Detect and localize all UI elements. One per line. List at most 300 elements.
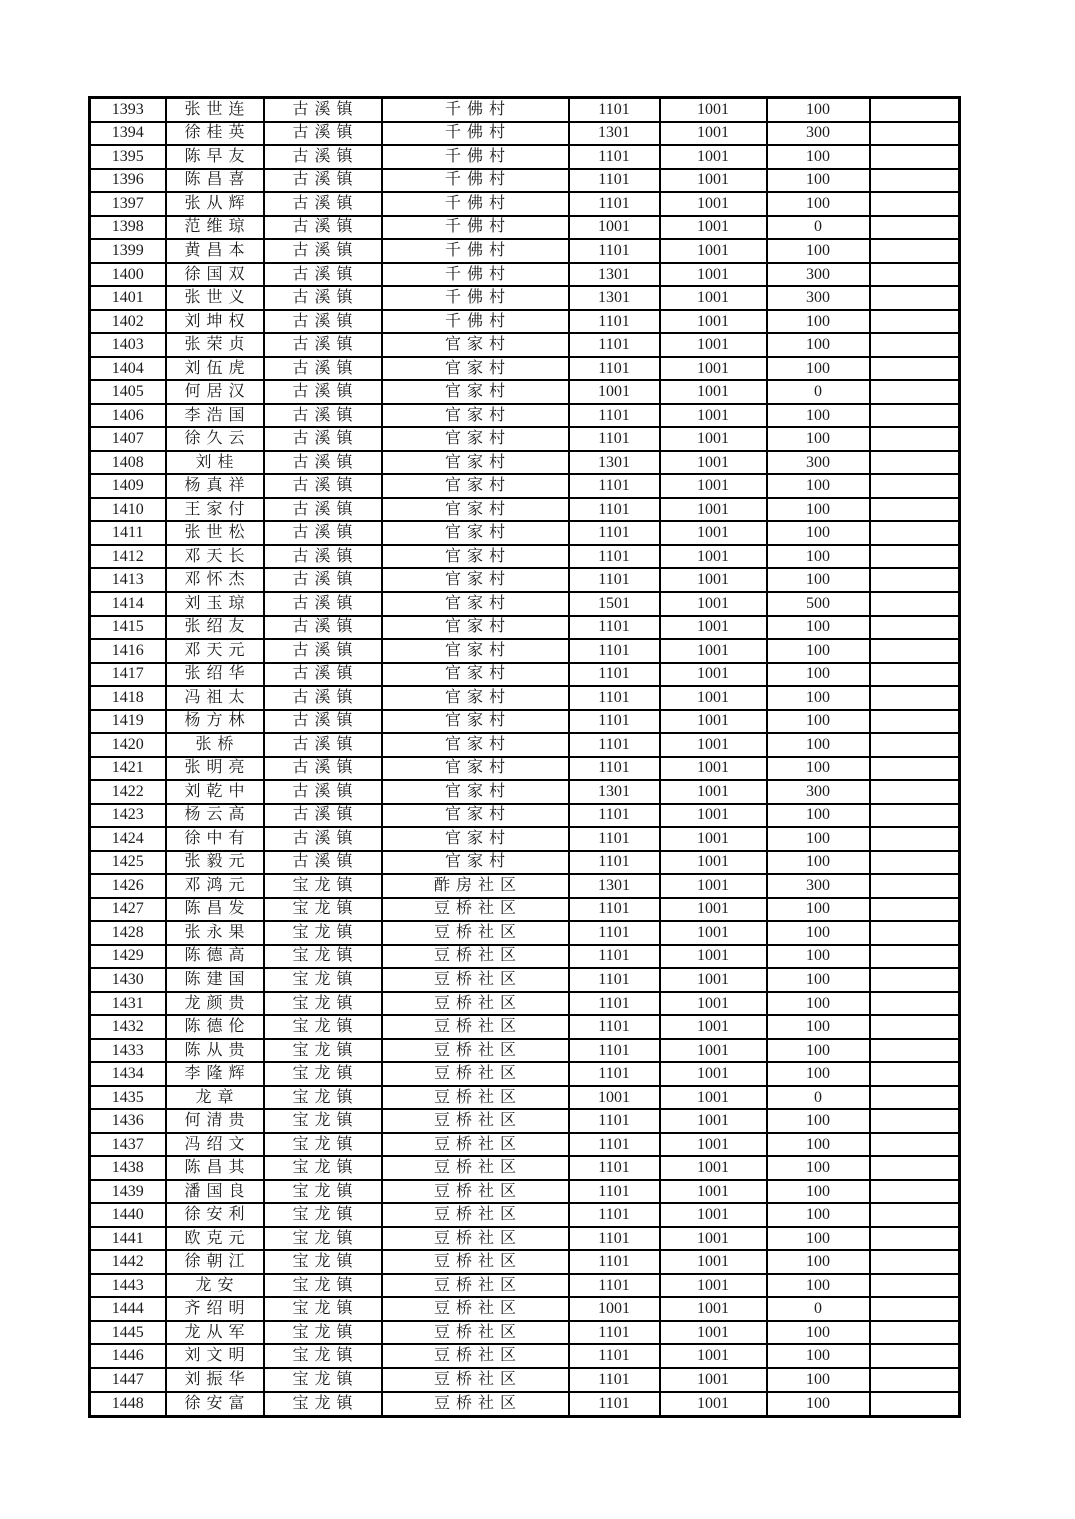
cell-serial-number: 1423 [90,804,166,828]
cell-village: 豆桥社区 [382,1086,569,1110]
table-row [90,686,960,710]
cell-standard-code: 1101 [569,568,660,592]
cell-amount: 100 [767,1133,870,1157]
cell-person-name: 李浩国 [166,404,264,428]
cell-serial-number: 1434 [90,1062,166,1086]
cell-empty-note [870,851,960,875]
cell-town: 古溪镇 [264,733,382,757]
cell-serial-number: 1394 [90,122,166,146]
cell-amount: 300 [767,874,870,898]
cell-base-code: 1001 [660,286,767,310]
cell-serial-number: 1402 [90,310,166,334]
cell-village: 豆桥社区 [382,1368,569,1392]
roster-table [88,96,961,1418]
cell-person-name: 邓鸿元 [166,874,264,898]
cell-empty-note [870,427,960,451]
table-row [90,122,960,146]
cell-town: 宝龙镇 [264,1156,382,1180]
cell-amount: 100 [767,757,870,781]
cell-serial-number: 1418 [90,686,166,710]
cell-town: 古溪镇 [264,286,382,310]
cell-empty-note [870,498,960,522]
cell-amount: 100 [767,733,870,757]
cell-amount: 100 [767,1156,870,1180]
cell-village: 豆桥社区 [382,1250,569,1274]
cell-village: 千佛村 [382,310,569,334]
cell-town: 宝龙镇 [264,1015,382,1039]
cell-amount: 0 [767,1297,870,1321]
table-row [90,1109,960,1133]
cell-village: 官家村 [382,380,569,404]
cell-town: 古溪镇 [264,663,382,687]
cell-base-code: 1001 [660,568,767,592]
cell-empty-note [870,145,960,169]
cell-empty-note [870,1015,960,1039]
cell-empty-note [870,968,960,992]
cell-standard-code: 1101 [569,169,660,193]
cell-town: 宝龙镇 [264,1133,382,1157]
cell-serial-number: 1393 [90,98,166,122]
cell-standard-code: 1101 [569,1344,660,1368]
cell-town: 古溪镇 [264,333,382,357]
cell-standard-code: 1101 [569,1062,660,1086]
cell-standard-code: 1101 [569,945,660,969]
cell-village: 酢房社区 [382,874,569,898]
cell-standard-code: 1101 [569,474,660,498]
cell-village: 豆桥社区 [382,1156,569,1180]
cell-village: 官家村 [382,521,569,545]
cell-village: 豆桥社区 [382,1297,569,1321]
cell-town: 宝龙镇 [264,1039,382,1063]
cell-serial-number: 1439 [90,1180,166,1204]
cell-person-name: 刘伍虎 [166,357,264,381]
cell-town: 宝龙镇 [264,1086,382,1110]
cell-base-code: 1001 [660,380,767,404]
table-row [90,357,960,381]
cell-person-name: 齐绍明 [166,1297,264,1321]
cell-village: 豆桥社区 [382,1344,569,1368]
cell-empty-note [870,521,960,545]
cell-serial-number: 1413 [90,568,166,592]
cell-serial-number: 1442 [90,1250,166,1274]
cell-village: 豆桥社区 [382,1203,569,1227]
cell-serial-number: 1420 [90,733,166,757]
cell-empty-note [870,1156,960,1180]
table-row [90,427,960,451]
cell-base-code: 1001 [660,1227,767,1251]
cell-amount: 500 [767,592,870,616]
table-row [90,451,960,475]
cell-standard-code: 1101 [569,521,660,545]
table-row [90,286,960,310]
cell-base-code: 1001 [660,169,767,193]
cell-town: 宝龙镇 [264,968,382,992]
cell-base-code: 1001 [660,1250,767,1274]
cell-person-name: 何清贵 [166,1109,264,1133]
cell-standard-code: 1301 [569,122,660,146]
cell-standard-code: 1101 [569,616,660,640]
cell-person-name: 徐久云 [166,427,264,451]
cell-village: 千佛村 [382,263,569,287]
cell-base-code: 1001 [660,1086,767,1110]
cell-person-name: 张桥 [166,733,264,757]
cell-person-name: 欧克元 [166,1227,264,1251]
cell-base-code: 1001 [660,1133,767,1157]
cell-village: 官家村 [382,474,569,498]
cell-serial-number: 1419 [90,710,166,734]
cell-village: 官家村 [382,616,569,640]
cell-empty-note [870,827,960,851]
cell-person-name: 黄昌本 [166,239,264,263]
cell-person-name: 张世松 [166,521,264,545]
cell-base-code: 1001 [660,804,767,828]
cell-standard-code: 1101 [569,1392,660,1417]
cell-village: 豆桥社区 [382,1180,569,1204]
cell-town: 古溪镇 [264,545,382,569]
cell-person-name: 陈早友 [166,145,264,169]
table-row [90,1062,960,1086]
cell-serial-number: 1448 [90,1392,166,1417]
cell-village: 豆桥社区 [382,898,569,922]
cell-town: 古溪镇 [264,804,382,828]
cell-base-code: 1001 [660,333,767,357]
cell-standard-code: 1101 [569,663,660,687]
cell-amount: 100 [767,663,870,687]
table-row [90,827,960,851]
cell-empty-note [870,263,960,287]
cell-standard-code: 1101 [569,1039,660,1063]
cell-base-code: 1001 [660,521,767,545]
cell-serial-number: 1403 [90,333,166,357]
cell-standard-code: 1101 [569,827,660,851]
cell-village: 官家村 [382,427,569,451]
cell-serial-number: 1430 [90,968,166,992]
cell-empty-note [870,1344,960,1368]
cell-village: 官家村 [382,357,569,381]
cell-person-name: 徐中有 [166,827,264,851]
table-row [90,616,960,640]
cell-town: 古溪镇 [264,192,382,216]
cell-person-name: 邓怀杰 [166,568,264,592]
cell-base-code: 1001 [660,427,767,451]
cell-empty-note [870,380,960,404]
table-row [90,921,960,945]
cell-person-name: 冯祖太 [166,686,264,710]
cell-base-code: 1001 [660,1203,767,1227]
cell-empty-note [870,239,960,263]
table-row [90,1368,960,1392]
table-row [90,663,960,687]
cell-serial-number: 1433 [90,1039,166,1063]
cell-standard-code: 1101 [569,639,660,663]
cell-standard-code: 1101 [569,333,660,357]
cell-serial-number: 1410 [90,498,166,522]
cell-empty-note [870,686,960,710]
cell-town: 宝龙镇 [264,1062,382,1086]
cell-village: 官家村 [382,710,569,734]
cell-person-name: 陈昌发 [166,898,264,922]
cell-standard-code: 1101 [569,427,660,451]
table-row [90,780,960,804]
cell-empty-note [870,216,960,240]
table-row [90,639,960,663]
cell-town: 古溪镇 [264,263,382,287]
cell-base-code: 1001 [660,192,767,216]
cell-standard-code: 1101 [569,145,660,169]
cell-standard-code: 1101 [569,851,660,875]
cell-base-code: 1001 [660,310,767,334]
cell-village: 官家村 [382,780,569,804]
cell-serial-number: 1407 [90,427,166,451]
table-row [90,968,960,992]
cell-amount: 100 [767,686,870,710]
cell-village: 千佛村 [382,192,569,216]
cell-person-name: 陈德伦 [166,1015,264,1039]
cell-town: 宝龙镇 [264,945,382,969]
roster-table-body [90,98,960,1417]
cell-village: 豆桥社区 [382,945,569,969]
cell-person-name: 张绍华 [166,663,264,687]
cell-standard-code: 1101 [569,1133,660,1157]
cell-base-code: 1001 [660,145,767,169]
cell-base-code: 1001 [660,1274,767,1298]
cell-town: 宝龙镇 [264,1297,382,1321]
table-row [90,545,960,569]
cell-town: 宝龙镇 [264,1203,382,1227]
cell-base-code: 1001 [660,874,767,898]
cell-serial-number: 1415 [90,616,166,640]
cell-standard-code: 1101 [569,404,660,428]
table-row [90,851,960,875]
cell-serial-number: 1398 [90,216,166,240]
cell-person-name: 邓天元 [166,639,264,663]
cell-town: 宝龙镇 [264,1180,382,1204]
cell-base-code: 1001 [660,663,767,687]
cell-village: 豆桥社区 [382,1227,569,1251]
cell-standard-code: 1101 [569,1274,660,1298]
cell-village: 豆桥社区 [382,1274,569,1298]
cell-base-code: 1001 [660,1039,767,1063]
cell-village: 官家村 [382,498,569,522]
cell-person-name: 张荣贞 [166,333,264,357]
cell-empty-note [870,1368,960,1392]
cell-base-code: 1001 [660,239,767,263]
cell-empty-note [870,992,960,1016]
cell-standard-code: 1101 [569,992,660,1016]
cell-village: 千佛村 [382,239,569,263]
cell-amount: 100 [767,474,870,498]
cell-amount: 300 [767,780,870,804]
cell-person-name: 徐朝江 [166,1250,264,1274]
table-row [90,1133,960,1157]
cell-empty-note [870,474,960,498]
cell-person-name: 徐桂英 [166,122,264,146]
cell-amount: 100 [767,710,870,734]
cell-amount: 100 [767,851,870,875]
cell-standard-code: 1101 [569,921,660,945]
cell-person-name: 张明亮 [166,757,264,781]
cell-base-code: 1001 [660,686,767,710]
cell-person-name: 龙章 [166,1086,264,1110]
cell-standard-code: 1101 [569,310,660,334]
cell-person-name: 邓天长 [166,545,264,569]
cell-base-code: 1001 [660,757,767,781]
cell-person-name: 刘文明 [166,1344,264,1368]
cell-amount: 100 [767,333,870,357]
cell-amount: 100 [767,145,870,169]
cell-village: 豆桥社区 [382,992,569,1016]
cell-person-name: 刘乾中 [166,780,264,804]
cell-amount: 0 [767,216,870,240]
cell-amount: 100 [767,1368,870,1392]
cell-town: 古溪镇 [264,592,382,616]
table-row [90,1086,960,1110]
cell-amount: 100 [767,357,870,381]
cell-serial-number: 1417 [90,663,166,687]
cell-base-code: 1001 [660,710,767,734]
cell-base-code: 1001 [660,498,767,522]
cell-empty-note [870,663,960,687]
cell-base-code: 1001 [660,1109,767,1133]
table-row [90,1321,960,1345]
table-row [90,380,960,404]
cell-town: 宝龙镇 [264,1250,382,1274]
cell-standard-code: 1001 [569,1297,660,1321]
cell-village: 官家村 [382,568,569,592]
cell-person-name: 陈昌其 [166,1156,264,1180]
cell-town: 宝龙镇 [264,921,382,945]
cell-amount: 100 [767,545,870,569]
cell-village: 豆桥社区 [382,1392,569,1417]
table-row [90,216,960,240]
cell-empty-note [870,1133,960,1157]
cell-empty-note [870,639,960,663]
table-row [90,874,960,898]
cell-amount: 100 [767,310,870,334]
cell-village: 千佛村 [382,145,569,169]
cell-standard-code: 1101 [569,804,660,828]
cell-standard-code: 1301 [569,780,660,804]
cell-town: 古溪镇 [264,616,382,640]
cell-base-code: 1001 [660,1368,767,1392]
cell-empty-note [870,333,960,357]
cell-amount: 100 [767,1227,870,1251]
cell-base-code: 1001 [660,1297,767,1321]
cell-town: 宝龙镇 [264,1274,382,1298]
cell-base-code: 1001 [660,921,767,945]
table-row [90,474,960,498]
cell-amount: 100 [767,498,870,522]
cell-empty-note [870,545,960,569]
cell-base-code: 1001 [660,968,767,992]
table-row [90,239,960,263]
cell-empty-note [870,921,960,945]
cell-town: 古溪镇 [264,404,382,428]
cell-serial-number: 1409 [90,474,166,498]
table-row [90,333,960,357]
cell-base-code: 1001 [660,1180,767,1204]
cell-serial-number: 1425 [90,851,166,875]
cell-amount: 100 [767,239,870,263]
cell-town: 古溪镇 [264,216,382,240]
cell-empty-note [870,169,960,193]
cell-town: 古溪镇 [264,169,382,193]
cell-town: 古溪镇 [264,686,382,710]
cell-empty-note [870,898,960,922]
cell-town: 古溪镇 [264,145,382,169]
cell-base-code: 1001 [660,639,767,663]
cell-standard-code: 1101 [569,968,660,992]
cell-base-code: 1001 [660,992,767,1016]
cell-empty-note [870,710,960,734]
cell-empty-note [870,1274,960,1298]
cell-serial-number: 1432 [90,1015,166,1039]
cell-empty-note [870,122,960,146]
cell-town: 古溪镇 [264,780,382,804]
cell-empty-note [870,98,960,122]
cell-base-code: 1001 [660,1321,767,1345]
cell-empty-note [870,1086,960,1110]
cell-person-name: 徐国双 [166,263,264,287]
cell-empty-note [870,757,960,781]
cell-town: 古溪镇 [264,851,382,875]
cell-standard-code: 1101 [569,757,660,781]
cell-serial-number: 1412 [90,545,166,569]
cell-base-code: 1001 [660,592,767,616]
table-row [90,1392,960,1417]
cell-town: 宝龙镇 [264,1227,382,1251]
cell-standard-code: 1101 [569,192,660,216]
cell-standard-code: 1101 [569,1180,660,1204]
cell-amount: 100 [767,804,870,828]
cell-serial-number: 1405 [90,380,166,404]
cell-base-code: 1001 [660,216,767,240]
cell-amount: 100 [767,192,870,216]
cell-village: 官家村 [382,404,569,428]
cell-town: 古溪镇 [264,122,382,146]
cell-base-code: 1001 [660,98,767,122]
cell-standard-code: 1101 [569,1156,660,1180]
table-row [90,521,960,545]
cell-person-name: 刘坤权 [166,310,264,334]
cell-serial-number: 1396 [90,169,166,193]
cell-person-name: 冯绍文 [166,1133,264,1157]
cell-base-code: 1001 [660,404,767,428]
cell-base-code: 1001 [660,780,767,804]
table-row [90,145,960,169]
cell-base-code: 1001 [660,545,767,569]
cell-village: 千佛村 [382,216,569,240]
cell-person-name: 何居汉 [166,380,264,404]
cell-base-code: 1001 [660,733,767,757]
cell-serial-number: 1445 [90,1321,166,1345]
cell-empty-note [870,1039,960,1063]
cell-serial-number: 1438 [90,1156,166,1180]
cell-person-name: 刘玉琼 [166,592,264,616]
cell-serial-number: 1404 [90,357,166,381]
cell-village: 官家村 [382,827,569,851]
cell-standard-code: 1101 [569,98,660,122]
cell-standard-code: 1101 [569,686,660,710]
cell-person-name: 陈建国 [166,968,264,992]
cell-serial-number: 1426 [90,874,166,898]
cell-standard-code: 1101 [569,898,660,922]
cell-empty-note [870,1203,960,1227]
cell-village: 官家村 [382,592,569,616]
table-row [90,733,960,757]
table-row [90,1250,960,1274]
table-row [90,1227,960,1251]
